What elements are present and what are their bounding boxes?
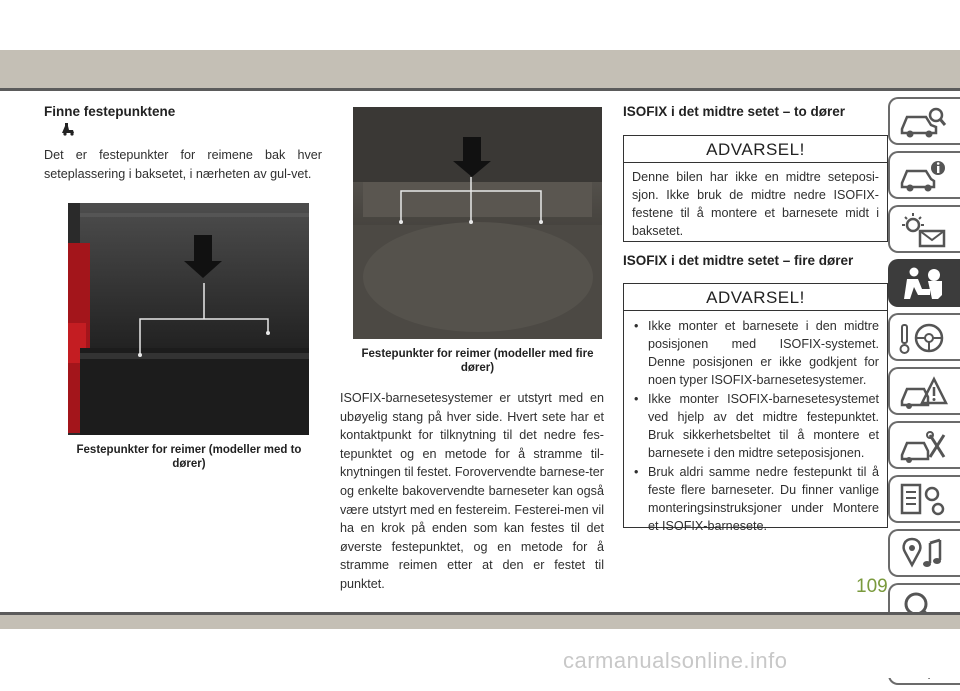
warning-text-two-door: Denne bilen har ikke en midtre seteposi-sjon. Ikke bruk de midtre nedre ISOFIX-festene til å montere et barnesete midt i baksetet. — [632, 170, 879, 238]
light-message-icon — [898, 211, 948, 249]
footer-band — [0, 615, 960, 629]
tab-multimedia[interactable] — [888, 529, 960, 577]
car-warning-icon — [898, 373, 948, 411]
intro-paragraph: Det er festepunkter for reimene bak hver seteplassering i baksetet, i nærheten av gul-vet. — [44, 148, 322, 181]
section-heading-isofix-four-door: ISOFIX i det midtre setet – fire dører — [623, 253, 854, 268]
warning-title: ADVARSEL! — [624, 136, 887, 163]
tab-car-magnifier[interactable] — [888, 97, 960, 145]
warning-bullet: • Bruk aldri samme nedre festepunkt til å feste flere barneseter. Du finner vanlige monteringsinstruksjoner under Montere et ISOFIX-barnesete. — [632, 463, 879, 535]
car-tools-icon — [898, 427, 948, 465]
photo-caption-four-door: Festepunkter for reimer (modeller med fire dører) — [361, 348, 594, 374]
tab-specifications[interactable] — [888, 475, 960, 523]
warning-bullet: • Ikke monter ISOFIX-barnesetesystemet ved hjelp av det midtre festepunktet. Bruk sikkerhetsbeltet til å montere et barnesete i den midtre seteposisjonen. — [632, 390, 879, 462]
chapter-tab-strip — [888, 97, 960, 691]
tab-servicing[interactable] — [888, 421, 960, 469]
warning-title: ADVARSEL! — [624, 284, 887, 311]
warning-box-two-door — [623, 135, 888, 242]
tab-safety[interactable] — [888, 259, 960, 307]
warning-box-four-door — [623, 283, 888, 533]
photo-caption-two-door: Festepunkter for reimer (modeller med to dører) — [76, 444, 302, 470]
tab-car-info[interactable] — [888, 151, 960, 199]
checklist-gears-icon — [898, 481, 948, 519]
section-heading-find-anchors: Finne festepunktene — [44, 104, 176, 119]
footer-strip — [0, 629, 960, 678]
seated-person-airbag-icon — [898, 265, 948, 303]
header-band — [0, 50, 960, 88]
watermark: carmanualsonline.info — [563, 648, 788, 673]
tab-light-message[interactable] — [888, 205, 960, 253]
key-steering-wheel-icon — [898, 319, 948, 357]
car-magnifier-icon — [898, 103, 948, 141]
photo-four-door-anchors — [353, 107, 602, 339]
isofix-description-paragraph: ISOFIX-barnesetesystemer er utstyrt med en ubøyelig stang på hver side. Hvert sete har et kontaktpunkt for tilknytning til det nedre fes-tepunktet og en metode for å stramme til-knytningen til festet. Forovervendte barnese-ter og enkelte bakovervendte barneseter kan også være utstyrt med en festereim. Festerei-men vil ha en krok på enden som kan festes til det øverste festepunktet, og en metode for å stramme reimen etter at den er festet til punktet. — [340, 391, 604, 591]
page-number: 109 — [856, 576, 888, 597]
tab-starting[interactable] — [888, 313, 960, 361]
tab-emergency[interactable] — [888, 367, 960, 415]
warning-bullet: • Ikke monter et barnesete i den midtre posisjonen med ISOFIX-systemet. Denne posisjonen er ikke godkjent for noen typer ISOFIX-barnesetesystemer. — [632, 317, 879, 389]
header-rule — [0, 88, 960, 91]
map-music-icon — [898, 535, 948, 573]
photo-two-door-anchors — [68, 203, 309, 435]
car-seat-icon — [60, 122, 76, 136]
car-info-icon — [898, 157, 948, 195]
warning-bullet-list — [624, 311, 887, 544]
section-heading-isofix-two-door: ISOFIX i det midtre setet – to dører — [623, 104, 846, 119]
